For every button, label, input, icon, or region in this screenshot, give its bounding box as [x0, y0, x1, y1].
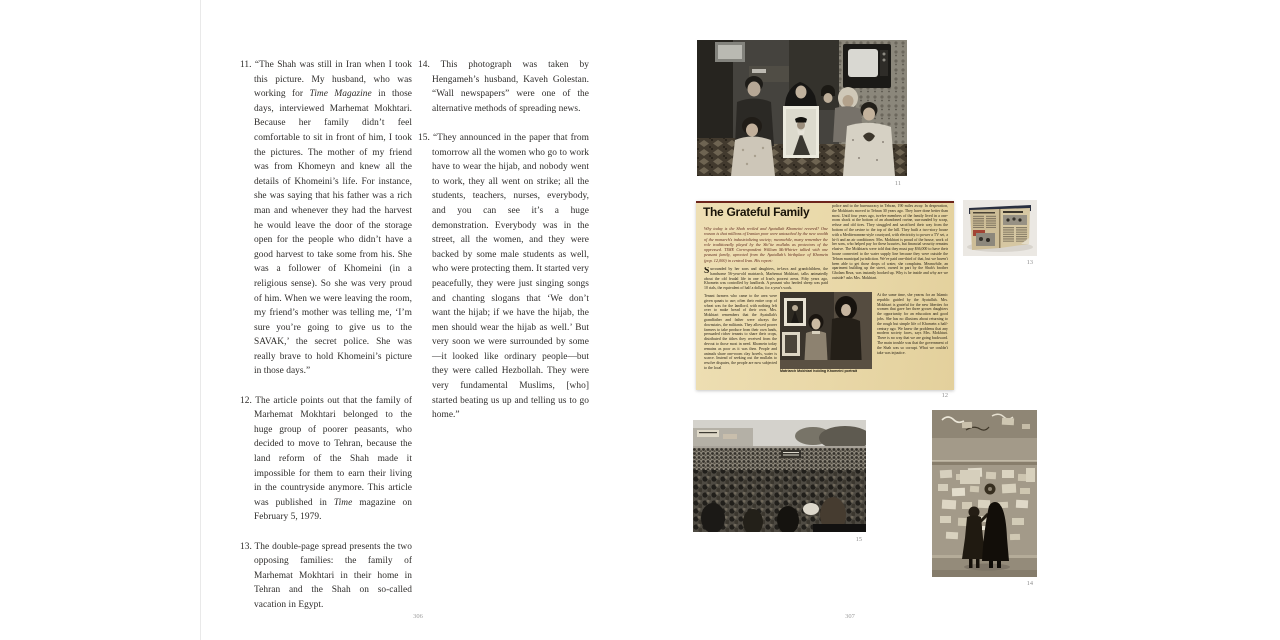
annotation-text: The article points out that the family of Marhemat Mokhtari belonged to the huge group of poorer peasants, who decided to move to Tehran, because the land reform of the Shah made it impossible for them to earn their living in the countryside anymore. This article was published in [254, 395, 412, 508]
annotation-text: “They announced in the paper that from tomorrow all the women who go to work have to wear the hijab, and nobody went to work, they all went on strike; all the students, teachers, nurses, everybody, and you can see it’s a huge demonstration. Everybody was in the street, all the women, and they were backed by some male students as well, who were protecting them. It started very peacefully, they were just singing songs and chanting slogans that ‘We don’t want the hijab; if we have the hijab, the men should wear the hijab as well.’ But very soon we were surrounded by some—it looked like ordinary people—but they were called Hezbollah. They were very fundamental Muslims, [who] started beating us up and telling us to go home.” [432, 132, 590, 421]
clipping-body-text: urrounded by her sons and daughters, in-laws and grandchildren, the handsome 56-year-old matriarch, Marhemat Mokhtari, talks animatedly about the old feudal life in one of Iran's poorest areas. Fifty years ago, Khomein was controlled by landlords. A peasant who herded sheep was paid 10 rials, the equivalent of half a dollar, for a year's work. [704, 267, 828, 291]
annotation-number: 14. [418, 60, 441, 70]
annotation-text: This photograph was taken by Hengameh’s husband, Kaveh Golestan. “Wall newspapers” were one of the alternative methods of spreading news. [432, 60, 589, 114]
annotation-paragraph [240, 540, 412, 613]
annotation-number: 13. [240, 541, 255, 552]
page-number-right: 307 [845, 613, 855, 620]
annotation-column-left [240, 58, 412, 627]
clipping-drop-cap: S [704, 267, 710, 276]
figure-number: 14 [1026, 580, 1033, 587]
annotation-paragraph [418, 131, 589, 423]
page-number-left: 306 [413, 613, 423, 620]
annotation-text: Time [333, 497, 353, 508]
clipping-headline: The Grateful Family [703, 205, 810, 219]
figure-number: 11 [894, 180, 901, 187]
women-reading-wall-newspapers-photo [932, 410, 1037, 577]
annotation-text: in those days, interviewed Marhemat Mokhtari. Because her family didn’t feel comfortable to sit in front of him, I took the pictures. The mother of my friend was from Khomeyn and knew all the details of Khomeini’s life. For instance, she was saying that his father was a rich man and whenever they had the harvest he would leave the door of the storage open for the people who didn’t have a good harvest to take some from his. She was a follower of Khomeini (in a religious sense). So she was very proud of him. When we were leaving the room, my friend’s mother was telling me, ‘I’m sure you’re going to give us to the SAVAK,’ the secret police. She was really brave to hold Khomeini’s picture in those days.” [254, 89, 413, 377]
magazine-clipping [696, 201, 954, 390]
annotation-text: The double-page spread presents the two opposing families: the family of Marhemat Mokhtari in their home in Tehran and the Shah on so-called vacation in Egypt. [254, 541, 412, 610]
figure-magazine-spread-photo [963, 200, 1037, 266]
annotation-column-right [418, 58, 589, 437]
annotation-number: 15. [418, 132, 433, 143]
clipping-body-column-b: police and to the bureaucracy in Tehran, 190 miles away. In desperation, the Mokhtaris moved to Tehran 30 years ago. They have done better than most. Until four years ago, twelve members of the family lived in a one-room shack at the bottom of an abandoned ravine, surrounded by scrap, refuse and old tires. They struggled and sacrificed their way from the bottom of the ravine to the top of the hill. They built a two-story house with a Mediterranean-style courtyard, with electricity to power a TV set, a hi-fi and an air conditioner. Mrs. Mokhtari is proud of the house, work of her sons, who helped pay for these luxuries, but financial security remains elusive. The Mokhtaris were told that they must pay $36,000 to have their house connected to the water supply line because they were outside the Tehran municipal jurisdiction. We've paid one-third of that, but we haven't been able to get those drops of water, she complains. Meanwhile, an apartment building up the street, owned in part by the Shah's brother Gholam Reza, was instantly hooked up. Why is he inside and why are we outside? asks Mrs. Mokhtari. [832, 204, 948, 280]
figure-magazine-clipping [696, 201, 954, 399]
figure-number: 13 [1026, 259, 1033, 266]
clipping-photo-caption: Matriarch Mokhtari holding Khomeini portrait [780, 369, 858, 373]
annotation-paragraph [240, 394, 412, 525]
annotation-paragraph [418, 58, 589, 116]
clipping-inset-photo [780, 292, 872, 369]
annotation-number: 11. [240, 60, 255, 70]
figure-crowd-photo [693, 420, 866, 543]
clipping-body-column-b2: At the same time, she yearns for an Islamic republic guided by the Ayatullah. Mrs. Mokhtari is grateful for the new liberties for women that gave her three grown daughters the opportunity for an education and good jobs. She has no illusions about returning to the rough but simple life of Khomein a half-century ago. We knew the problems that any modern society faces, says Mrs. Mokhtari. There is no way that we are going backward. The main trouble was that the government of the Shah was so corrupt. What we couldn't take was injustice. [877, 293, 948, 355]
annotation-text: magazine on February 5, 1979. [254, 497, 412, 523]
annotation-number: 12. [240, 395, 256, 406]
clipping-intro-text: Why today is the Shah reviled and Ayatullah Khomeini revered? One reason is that millions of Iranian poor were untouched by the new wealth of the monarch’s industrializing society; meanwhile, many remember the role traditionally played by the Shi’ite mullahs as protectors of the oppressed. TIME Correspondent William McWhirter talked with one peasant family, uprooted from the Ayatullah’s birthplace of Khomein (pop. 12,000) in central Iran. His report: [704, 226, 828, 263]
figure-number: 12 [941, 392, 948, 399]
annotation-paragraph [240, 58, 412, 379]
clipping-body-column-a2: Tenant farmers who came to the area were given qanats to use; often their entire crop of wheat was for the landlord, with nothing left over to make bread of their own. Mrs. Mokhtari remembers that the Ayatullah's grandfather and father were always the downstairs, the militants. They allowed poorer farmers to take produce from their own lands, persuaded richer tenants to share their crops, distributed the tithes they received from the devout to those most in need. Khomein today remains as poor as it was then. People and animals share one-room clay hovels, water is scarce. Instead of seeking out the mullahs to resolve disputes, the people are now subjected to the local [704, 294, 777, 370]
clipping-body-column-a [704, 267, 828, 292]
annotation-text: “The Shah was still in Iran when I took this picture. My husband, who was working for [254, 60, 412, 100]
demonstration-crowd-photo [693, 420, 866, 532]
figure-wall-newspapers-photo [932, 410, 1037, 587]
family-with-khomeini-portrait-photo [697, 40, 907, 176]
open-magazine-spread-photo [963, 200, 1037, 256]
annotation-text: Time Magazine [309, 89, 372, 100]
page-edge-line [200, 0, 201, 640]
clipping-top-rule [696, 201, 954, 203]
figure-family-photo [697, 40, 907, 187]
figure-number: 15 [855, 536, 862, 543]
